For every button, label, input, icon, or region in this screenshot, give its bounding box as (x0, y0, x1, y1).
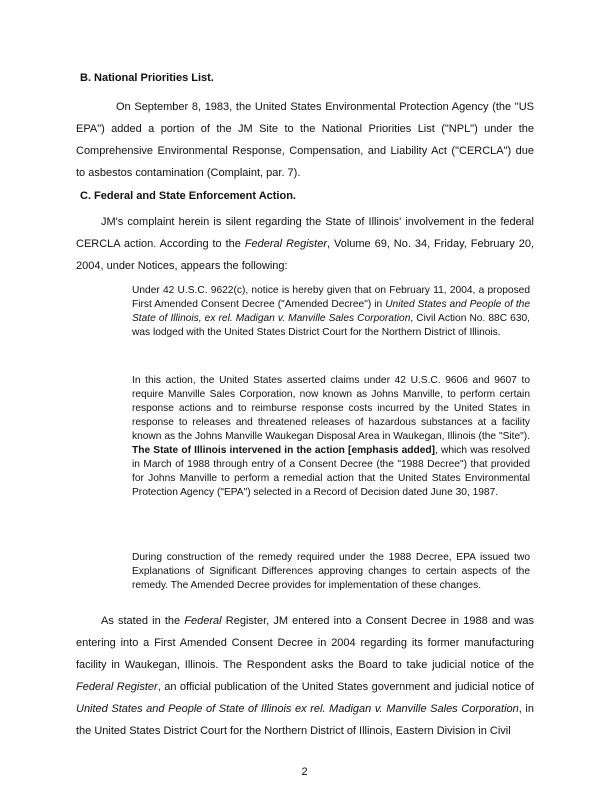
closing-italic-2: Federal Register (76, 681, 158, 693)
page-number: 2 (301, 766, 308, 778)
section-c-intro-text-1: JM's complaint herein is silent regarding the State of Illinois' involvement in the federal CERCLA action. According to the (76, 216, 534, 250)
closing-italic-3: United States and People of State of Illinois ex rel. Madigan v. Manville Sales Corporation (76, 703, 519, 715)
quote-paragraph-3: During construction of the remedy required under the 1988 Decree, EPA issued two Explanations of Significant Differences approving changes to certain aspects of the remedy. The Amended Decree provides for implementation of these changes. (132, 552, 530, 591)
section-c-heading: C. Federal and State Enforcement Action. (80, 190, 296, 202)
closing-paragraph (76, 610, 534, 742)
quote-p2-text-b: , which was resolved in March of 1988 through entry of a Consent Decree (the "1988 Decree") that provided for Johns Manville to perform a remedial action that the United States Environmental Protection Agency ("EPA") selected in a Record of Decision dated June 30, 1987. (132, 445, 531, 498)
section-b-paragraph (76, 96, 534, 184)
quote-paragraph-2 (132, 374, 530, 500)
section-c-intro-text-2: , Volume 69, No. 34, Friday, February 20, 2004, under Notices, appears the following: (76, 238, 534, 272)
closing-text-2: Register, JM entered into a Consent Decree in 1988 and was entering into a First Amended Consent Decree in 2004 regarding its former manufacturing facility in Waukegan, Illinois. The Respondent asks the Board to take judicial notice of the (76, 615, 534, 671)
closing-text-3: , an official publication of the United States government and judicial notice of (157, 681, 534, 693)
quote-p1-case-name: United States and People of the State of Illinois, ex rel. Madigan v. Manville Sales Corporation (132, 299, 530, 324)
quote-p2-text-a: In this action, the United States asserted claims under 42 U.S.C. 9606 and 9607 to require Manville Sales Corporation, now known as Johns Manville, to perform certain response actions and to reimburse response costs incurred by the United States in response to releases and threatened releases of hazardous substances at a facility known as the Johns Manville Waukegan Disposal Area in Waukegan, Illinois (the "Site"). (132, 375, 530, 442)
section-b-heading: B. National Priorities List. (80, 72, 214, 84)
quote-p1-text-b: , Civil Action No. 88C 630, was lodged with the United States District Court for the Northern District of Illinois. (132, 313, 530, 338)
federal-register-italic: Federal Register (244, 238, 327, 250)
quote-p2-emphasis: The State of Illinois intervened in the action [emphasis added] (132, 445, 436, 456)
section-b-text: On September 8, 1983, the United States Environmental Protection Agency (the "US EPA") added a portion of the JM Site to the National Priorities List ("NPL") under the Comprehensive Environmental Response, Compensation, and Liability Act ("CERCLA") due to asbestos contamination (Complaint, par. 7). (76, 101, 534, 179)
closing-italic-1: Federal (184, 615, 222, 627)
quote-p1-text-a: Under 42 U.S.C. 9622(c), notice is hereby given that on February 11, 2004, a proposed First Amended Consent Decree ("Amended Decree") in (132, 285, 530, 310)
section-c-intro-paragraph (76, 211, 534, 277)
closing-text-4: , in the United States District Court for the Northern District of Illinois, Eastern Division in Civil (76, 703, 534, 737)
closing-text-1: As stated in the (101, 615, 185, 627)
quote-paragraph-1 (132, 284, 530, 340)
